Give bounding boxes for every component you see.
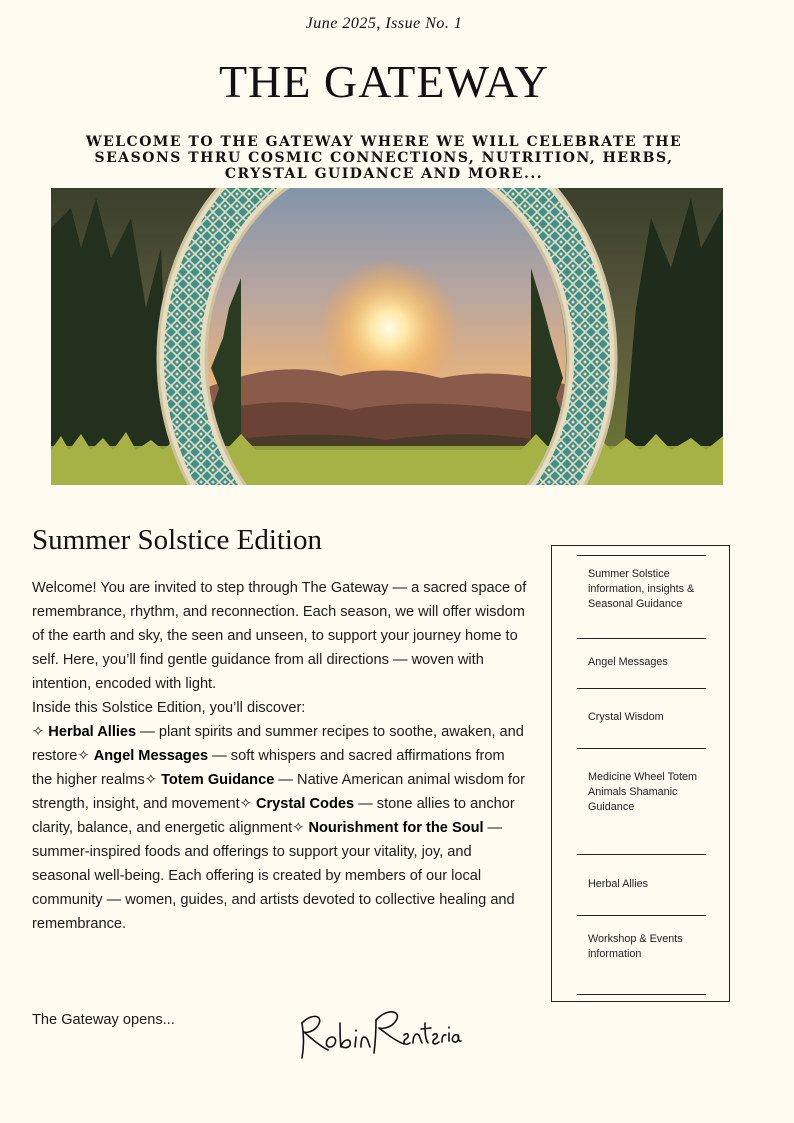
star-icon: ✧: [292, 820, 305, 836]
toc-item: Angel Messages: [588, 656, 668, 668]
issue-date: June 2025, Issue No. 1: [305, 15, 463, 32]
toc-divider: [577, 748, 706, 749]
feature-name: Angel Messages: [93, 748, 209, 764]
star-icon: ✧: [239, 796, 252, 812]
discover-line: Inside this Solstice Edition, you’ll discover:: [32, 700, 306, 716]
intro-text: [32, 576, 528, 936]
feature-name: Crystal Codes: [255, 796, 355, 812]
gateway-portal-image: [51, 188, 723, 485]
table-of-contents: [551, 545, 730, 1002]
toc-item: Workshop & Events information: [588, 933, 683, 960]
welcome-paragraph: Welcome! You are invited to step through The Gateway — a sacred space of remembrance, rhythm, and reconnection. Each season, we will offer wisdom of the earth and sky, the seen and unseen, to support your journey home to self. Here, you’ll find gentle guidance from all directions — woven with intention, encoded with light.: [32, 580, 527, 692]
closing-line: The Gateway opens...: [32, 1012, 175, 1028]
toc-divider: [577, 915, 706, 916]
toc-item: Medicine Wheel Totem Animals Shamanic Guidance: [588, 771, 698, 813]
feature-name: Herbal Allies: [48, 724, 137, 740]
toc-divider: [577, 854, 706, 855]
newsletter-title: THE GATEWAY: [219, 56, 549, 107]
star-icon: ✧: [32, 724, 45, 740]
newsletter-subtitle: WELCOME TO THE GATEWAY WHERE WE WILL CELEBRATE THE SEASONS THRU COSMIC CONNECTIONS, NUTRITION, HERBS, CRYSTAL GUIDANCE AND MORE...: [85, 134, 683, 182]
discover-paragraph: [32, 696, 528, 936]
toc-divider: [577, 638, 706, 639]
community-text: Each offering is created by members of our local community — women, guides, and artists devoted to collective healing and remembrance.: [32, 868, 515, 932]
feature-name: Totem Guidance: [161, 772, 275, 788]
toc-divider: [577, 994, 706, 995]
feature-desc: — soft whispers and sacred affirmations from the higher realms: [32, 748, 505, 788]
edition-title: Summer Solstice Edition: [32, 524, 322, 556]
star-icon: ✧: [77, 748, 90, 764]
star-icon: ✧: [144, 772, 157, 788]
feature-desc: — stone allies to anchor clarity, balance, and energetic alignment: [32, 796, 515, 836]
handwritten-signature: [292, 995, 462, 1070]
toc-divider: [577, 555, 706, 556]
feature-desc: — summer-inspired foods and offerings to support your vitality, joy, and seasonal well-being.: [32, 820, 503, 884]
toc-divider: [577, 688, 706, 689]
toc-item: Crystal Wisdom: [588, 711, 664, 723]
feature-name: Nourishment for the Soul: [308, 820, 484, 836]
toc-item: Herbal Allies: [588, 878, 649, 890]
toc-item: Summer Solstice information, insights & Seasonal Guidance: [588, 568, 695, 610]
feature-desc: — plant spirits and summer recipes to soothe, awaken, and restore: [32, 724, 524, 764]
feature-desc: — Native American animal wisdom for strength, insight, and movement: [32, 772, 525, 812]
